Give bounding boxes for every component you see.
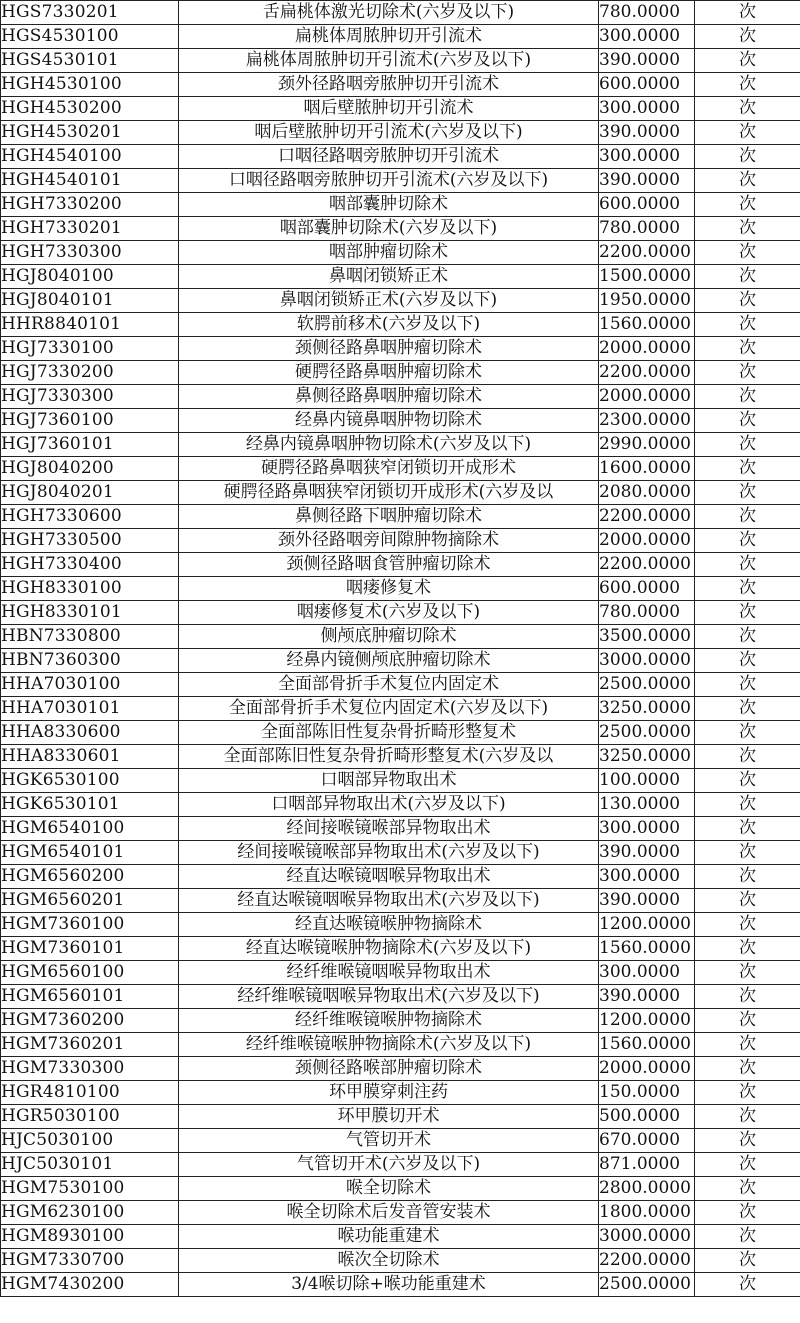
item-price-cell: 300.0000 xyxy=(599,817,695,841)
item-unit-cell: 次 xyxy=(695,1009,800,1033)
item-name-cell: 硬腭径路鼻咽肿瘤切除术 xyxy=(179,361,599,385)
item-price-cell: 871.0000 xyxy=(599,1153,695,1177)
item-name-cell: 侧颅底肿瘤切除术 xyxy=(179,625,599,649)
item-code-cell: HGH8330100 xyxy=(1,577,179,601)
item-name-cell: 舌扁桃体激光切除术(六岁及以下) xyxy=(179,1,599,25)
item-name-cell: 全面部骨折手术复位内固定术 xyxy=(179,673,599,697)
table-row xyxy=(1,121,800,145)
item-name-cell: 咽后壁脓肿切开引流术 xyxy=(179,97,599,121)
item-unit-cell: 次 xyxy=(695,961,800,985)
item-name-cell: 经直达喉镜咽喉异物取出术 xyxy=(179,865,599,889)
item-unit-cell: 次 xyxy=(695,193,800,217)
item-price-cell: 2500.0000 xyxy=(599,673,695,697)
table-row xyxy=(1,289,800,313)
item-price-cell: 2300.0000 xyxy=(599,409,695,433)
item-name-cell: 颈侧径路鼻咽肿瘤切除术 xyxy=(179,337,599,361)
item-code-cell: HGJ8040101 xyxy=(1,289,179,313)
table-row xyxy=(1,1177,800,1201)
item-unit-cell: 次 xyxy=(695,1225,800,1249)
item-unit-cell: 次 xyxy=(695,313,800,337)
item-name-cell: 环甲膜切开术 xyxy=(179,1105,599,1129)
item-unit-cell: 次 xyxy=(695,505,800,529)
item-name-cell: 咽瘘修复术 xyxy=(179,577,599,601)
item-name-cell: 咽瘘修复术(六岁及以下) xyxy=(179,601,599,625)
item-unit-cell: 次 xyxy=(695,121,800,145)
item-unit-cell: 次 xyxy=(695,865,800,889)
item-code-cell: HGM8930100 xyxy=(1,1225,179,1249)
item-price-cell: 2500.0000 xyxy=(599,721,695,745)
item-name-cell: 喉全切除术后发音管安装术 xyxy=(179,1201,599,1225)
item-price-cell: 600.0000 xyxy=(599,73,695,97)
table-row xyxy=(1,409,800,433)
item-price-cell: 1500.0000 xyxy=(599,265,695,289)
item-unit-cell: 次 xyxy=(695,169,800,193)
item-name-cell: 气管切开术 xyxy=(179,1129,599,1153)
item-unit-cell: 次 xyxy=(695,697,800,721)
item-unit-cell: 次 xyxy=(695,385,800,409)
item-unit-cell: 次 xyxy=(695,1129,800,1153)
item-unit-cell: 次 xyxy=(695,1153,800,1177)
item-code-cell: HGM6540100 xyxy=(1,817,179,841)
table-row xyxy=(1,697,800,721)
item-name-cell: 口咽径路咽旁脓肿切开引流术(六岁及以下) xyxy=(179,169,599,193)
item-price-cell: 2200.0000 xyxy=(599,505,695,529)
item-price-cell: 2000.0000 xyxy=(599,1057,695,1081)
table-row xyxy=(1,529,800,553)
item-unit-cell: 次 xyxy=(695,73,800,97)
item-code-cell: HGH4530100 xyxy=(1,73,179,97)
item-unit-cell: 次 xyxy=(695,241,800,265)
table-row xyxy=(1,505,800,529)
item-name-cell: 环甲膜穿刺注药 xyxy=(179,1081,599,1105)
item-name-cell: 咽部囊肿切除术 xyxy=(179,193,599,217)
item-unit-cell: 次 xyxy=(695,1273,800,1297)
table-row xyxy=(1,769,800,793)
item-unit-cell: 次 xyxy=(695,769,800,793)
item-price-cell: 300.0000 xyxy=(599,865,695,889)
item-price-cell: 390.0000 xyxy=(599,841,695,865)
table-row xyxy=(1,49,800,73)
item-code-cell: HGR4810100 xyxy=(1,1081,179,1105)
item-price-cell: 300.0000 xyxy=(599,97,695,121)
item-code-cell: HGM7430200 xyxy=(1,1273,179,1297)
item-code-cell: HGS4530100 xyxy=(1,25,179,49)
table-body xyxy=(1,1,800,1297)
item-unit-cell: 次 xyxy=(695,289,800,313)
item-price-cell: 1560.0000 xyxy=(599,1033,695,1057)
item-price-cell: 2200.0000 xyxy=(599,553,695,577)
item-price-cell: 2500.0000 xyxy=(599,1273,695,1297)
table-row xyxy=(1,649,800,673)
item-name-cell: 经纤维喉镜咽喉异物取出术 xyxy=(179,961,599,985)
item-code-cell: HGJ8040200 xyxy=(1,457,179,481)
item-code-cell: HGM6560201 xyxy=(1,889,179,913)
item-code-cell: HGJ7330300 xyxy=(1,385,179,409)
table-row xyxy=(1,961,800,985)
item-name-cell: 经鼻内镜鼻咽肿物切除术(六岁及以下) xyxy=(179,433,599,457)
item-unit-cell: 次 xyxy=(695,409,800,433)
item-price-cell: 2000.0000 xyxy=(599,337,695,361)
item-code-cell: HGH4530200 xyxy=(1,97,179,121)
table-row xyxy=(1,1081,800,1105)
item-price-cell: 1560.0000 xyxy=(599,937,695,961)
item-price-cell: 3000.0000 xyxy=(599,649,695,673)
item-code-cell: HGM7530100 xyxy=(1,1177,179,1201)
table-row xyxy=(1,721,800,745)
table-row xyxy=(1,1009,800,1033)
item-unit-cell: 次 xyxy=(695,913,800,937)
item-name-cell: 全面部陈旧性复杂骨折畸形整复术(六岁及以 xyxy=(179,745,599,769)
item-price-cell: 390.0000 xyxy=(599,985,695,1009)
item-code-cell: HGM6230100 xyxy=(1,1201,179,1225)
item-code-cell: HGM7360101 xyxy=(1,937,179,961)
item-code-cell: HGH7330400 xyxy=(1,553,179,577)
item-name-cell: 经间接喉镜喉部异物取出术 xyxy=(179,817,599,841)
item-code-cell: HGH4540101 xyxy=(1,169,179,193)
item-price-cell: 780.0000 xyxy=(599,1,695,25)
table-row xyxy=(1,97,800,121)
item-unit-cell: 次 xyxy=(695,889,800,913)
table-row xyxy=(1,1129,800,1153)
item-name-cell: 3/4喉切除+喉功能重建术 xyxy=(179,1273,599,1297)
item-price-cell: 1950.0000 xyxy=(599,289,695,313)
item-unit-cell: 次 xyxy=(695,145,800,169)
item-name-cell: 经纤维喉镜咽喉异物取出术(六岁及以下) xyxy=(179,985,599,1009)
item-name-cell: 经间接喉镜喉部异物取出术(六岁及以下) xyxy=(179,841,599,865)
item-price-cell: 300.0000 xyxy=(599,145,695,169)
item-price-cell: 1200.0000 xyxy=(599,913,695,937)
item-unit-cell: 次 xyxy=(695,625,800,649)
item-name-cell: 硬腭径路鼻咽狭窄闭锁切开成形术(六岁及以 xyxy=(179,481,599,505)
item-code-cell: HGM7330300 xyxy=(1,1057,179,1081)
item-code-cell: HGH8330101 xyxy=(1,601,179,625)
item-unit-cell: 次 xyxy=(695,457,800,481)
table-row xyxy=(1,1201,800,1225)
item-code-cell: HGR5030100 xyxy=(1,1105,179,1129)
item-unit-cell: 次 xyxy=(695,481,800,505)
item-unit-cell: 次 xyxy=(695,49,800,73)
item-unit-cell: 次 xyxy=(695,1081,800,1105)
item-price-cell: 2200.0000 xyxy=(599,361,695,385)
item-price-cell: 3000.0000 xyxy=(599,1225,695,1249)
item-name-cell: 经纤维喉镜喉肿物摘除术 xyxy=(179,1009,599,1033)
table-row xyxy=(1,793,800,817)
table-row xyxy=(1,457,800,481)
table-row xyxy=(1,265,800,289)
item-name-cell: 鼻咽闭锁矫正术(六岁及以下) xyxy=(179,289,599,313)
table-row xyxy=(1,745,800,769)
item-price-cell: 1600.0000 xyxy=(599,457,695,481)
item-unit-cell: 次 xyxy=(695,673,800,697)
table-row xyxy=(1,865,800,889)
item-name-cell: 咽部肿瘤切除术 xyxy=(179,241,599,265)
item-price-cell: 1560.0000 xyxy=(599,313,695,337)
item-unit-cell: 次 xyxy=(695,529,800,553)
item-price-cell: 3250.0000 xyxy=(599,745,695,769)
item-name-cell: 喉全切除术 xyxy=(179,1177,599,1201)
table-row xyxy=(1,481,800,505)
item-code-cell: HJC5030101 xyxy=(1,1153,179,1177)
table-row xyxy=(1,601,800,625)
table-row xyxy=(1,169,800,193)
table-row xyxy=(1,1033,800,1057)
item-price-cell: 3250.0000 xyxy=(599,697,695,721)
item-code-cell: HGJ7330200 xyxy=(1,361,179,385)
item-unit-cell: 次 xyxy=(695,721,800,745)
table-row xyxy=(1,25,800,49)
item-code-cell: HGH7330300 xyxy=(1,241,179,265)
table-row xyxy=(1,817,800,841)
table-row xyxy=(1,1225,800,1249)
item-name-cell: 经纤维喉镜喉肿物摘除术(六岁及以下) xyxy=(179,1033,599,1057)
item-unit-cell: 次 xyxy=(695,577,800,601)
table-row xyxy=(1,313,800,337)
item-name-cell: 全面部骨折手术复位内固定术(六岁及以下) xyxy=(179,697,599,721)
table-row xyxy=(1,433,800,457)
table-row xyxy=(1,73,800,97)
item-unit-cell: 次 xyxy=(695,601,800,625)
item-name-cell: 全面部陈旧性复杂骨折畸形整复术 xyxy=(179,721,599,745)
item-name-cell: 颈外径路咽旁脓肿切开引流术 xyxy=(179,73,599,97)
item-price-cell: 390.0000 xyxy=(599,49,695,73)
item-name-cell: 硬腭径路鼻咽狭窄闭锁切开成形术 xyxy=(179,457,599,481)
table-row xyxy=(1,937,800,961)
item-unit-cell: 次 xyxy=(695,337,800,361)
item-name-cell: 鼻侧径路鼻咽肿瘤切除术 xyxy=(179,385,599,409)
item-price-cell: 2080.0000 xyxy=(599,481,695,505)
item-price-cell: 100.0000 xyxy=(599,769,695,793)
item-code-cell: HHA8330600 xyxy=(1,721,179,745)
table-row xyxy=(1,1273,800,1297)
item-name-cell: 气管切开术(六岁及以下) xyxy=(179,1153,599,1177)
item-code-cell: HBN7330800 xyxy=(1,625,179,649)
item-code-cell: HGM6540101 xyxy=(1,841,179,865)
item-code-cell: HGH4530201 xyxy=(1,121,179,145)
item-unit-cell: 次 xyxy=(695,553,800,577)
item-price-cell: 500.0000 xyxy=(599,1105,695,1129)
item-unit-cell: 次 xyxy=(695,937,800,961)
item-price-cell: 780.0000 xyxy=(599,217,695,241)
table-row xyxy=(1,889,800,913)
item-code-cell: HGJ7360101 xyxy=(1,433,179,457)
item-code-cell: HGM6560101 xyxy=(1,985,179,1009)
item-code-cell: HGM7330700 xyxy=(1,1249,179,1273)
item-unit-cell: 次 xyxy=(695,793,800,817)
item-code-cell: HGS4530101 xyxy=(1,49,179,73)
item-name-cell: 口咽部异物取出术 xyxy=(179,769,599,793)
item-price-cell: 2990.0000 xyxy=(599,433,695,457)
item-name-cell: 颈侧径路喉部肿瘤切除术 xyxy=(179,1057,599,1081)
item-unit-cell: 次 xyxy=(695,1249,800,1273)
item-name-cell: 鼻侧径路下咽肿瘤切除术 xyxy=(179,505,599,529)
item-name-cell: 经直达喉镜喉肿物摘除术(六岁及以下) xyxy=(179,937,599,961)
item-price-cell: 670.0000 xyxy=(599,1129,695,1153)
item-name-cell: 鼻咽闭锁矫正术 xyxy=(179,265,599,289)
table-row xyxy=(1,625,800,649)
item-unit-cell: 次 xyxy=(695,649,800,673)
item-name-cell: 经鼻内镜侧颅底肿瘤切除术 xyxy=(179,649,599,673)
item-unit-cell: 次 xyxy=(695,1057,800,1081)
item-unit-cell: 次 xyxy=(695,361,800,385)
item-unit-cell: 次 xyxy=(695,1105,800,1129)
item-code-cell: HGH7330200 xyxy=(1,193,179,217)
table-row xyxy=(1,1105,800,1129)
item-price-cell: 600.0000 xyxy=(599,193,695,217)
table-row xyxy=(1,193,800,217)
table-row xyxy=(1,577,800,601)
table-row xyxy=(1,1249,800,1273)
item-code-cell: HGM7360201 xyxy=(1,1033,179,1057)
item-code-cell: HGJ8040100 xyxy=(1,265,179,289)
item-unit-cell: 次 xyxy=(695,217,800,241)
table-row xyxy=(1,241,800,265)
item-price-cell: 2000.0000 xyxy=(599,529,695,553)
item-price-cell: 150.0000 xyxy=(599,1081,695,1105)
item-name-cell: 颈侧径路咽食管肿瘤切除术 xyxy=(179,553,599,577)
item-code-cell: HGJ7330100 xyxy=(1,337,179,361)
item-price-cell: 300.0000 xyxy=(599,25,695,49)
table-row xyxy=(1,385,800,409)
item-unit-cell: 次 xyxy=(695,1201,800,1225)
item-unit-cell: 次 xyxy=(695,97,800,121)
item-code-cell: HGH7330600 xyxy=(1,505,179,529)
table-row xyxy=(1,145,800,169)
item-code-cell: HHA7030101 xyxy=(1,697,179,721)
item-price-cell: 2200.0000 xyxy=(599,241,695,265)
item-name-cell: 喉次全切除术 xyxy=(179,1249,599,1273)
item-price-cell: 3500.0000 xyxy=(599,625,695,649)
item-code-cell: HHR8840101 xyxy=(1,313,179,337)
table-row xyxy=(1,673,800,697)
table-row xyxy=(1,361,800,385)
item-price-cell: 390.0000 xyxy=(599,169,695,193)
item-name-cell: 经鼻内镜鼻咽肿物切除术 xyxy=(179,409,599,433)
item-name-cell: 咽后壁脓肿切开引流术(六岁及以下) xyxy=(179,121,599,145)
item-code-cell: HHA7030100 xyxy=(1,673,179,697)
item-code-cell: HGK6530100 xyxy=(1,769,179,793)
item-name-cell: 经直达喉镜喉肿物摘除术 xyxy=(179,913,599,937)
item-code-cell: HGJ8040201 xyxy=(1,481,179,505)
item-unit-cell: 次 xyxy=(695,745,800,769)
item-price-cell: 2000.0000 xyxy=(599,385,695,409)
item-code-cell: HGS7330201 xyxy=(1,1,179,25)
item-unit-cell: 次 xyxy=(695,433,800,457)
item-code-cell: HGM7360200 xyxy=(1,1009,179,1033)
table-row xyxy=(1,841,800,865)
table-row xyxy=(1,1153,800,1177)
item-unit-cell: 次 xyxy=(695,1177,800,1201)
item-name-cell: 咽部囊肿切除术(六岁及以下) xyxy=(179,217,599,241)
item-code-cell: HGJ7360100 xyxy=(1,409,179,433)
item-unit-cell: 次 xyxy=(695,25,800,49)
item-price-cell: 780.0000 xyxy=(599,601,695,625)
item-price-cell: 130.0000 xyxy=(599,793,695,817)
item-name-cell: 喉功能重建术 xyxy=(179,1225,599,1249)
item-name-cell: 口咽部异物取出术(六岁及以下) xyxy=(179,793,599,817)
item-price-cell: 1800.0000 xyxy=(599,1201,695,1225)
item-unit-cell: 次 xyxy=(695,817,800,841)
item-code-cell: HGM7360100 xyxy=(1,913,179,937)
item-name-cell: 扁桃体周脓肿切开引流术(六岁及以下) xyxy=(179,49,599,73)
item-code-cell: HHA8330601 xyxy=(1,745,179,769)
item-code-cell: HGH7330500 xyxy=(1,529,179,553)
item-name-cell: 软腭前移术(六岁及以下) xyxy=(179,313,599,337)
item-name-cell: 经直达喉镜咽喉异物取出术(六岁及以下) xyxy=(179,889,599,913)
item-code-cell: HGM6560100 xyxy=(1,961,179,985)
item-price-cell: 1200.0000 xyxy=(599,1009,695,1033)
table-row xyxy=(1,1,800,25)
item-code-cell: HGK6530101 xyxy=(1,793,179,817)
item-unit-cell: 次 xyxy=(695,265,800,289)
item-price-cell: 390.0000 xyxy=(599,889,695,913)
table-row xyxy=(1,1057,800,1081)
item-code-cell: HGH7330201 xyxy=(1,217,179,241)
item-code-cell: HGM6560200 xyxy=(1,865,179,889)
item-name-cell: 扁桃体周脓肿切开引流术 xyxy=(179,25,599,49)
table-row xyxy=(1,217,800,241)
item-code-cell: HJC5030100 xyxy=(1,1129,179,1153)
table-row xyxy=(1,337,800,361)
table-row xyxy=(1,985,800,1009)
item-code-cell: HBN7360300 xyxy=(1,649,179,673)
item-price-cell: 2200.0000 xyxy=(599,1249,695,1273)
item-name-cell: 颈外径路咽旁间隙肿物摘除术 xyxy=(179,529,599,553)
table-row xyxy=(1,553,800,577)
item-unit-cell: 次 xyxy=(695,985,800,1009)
item-price-cell: 390.0000 xyxy=(599,121,695,145)
item-price-cell: 600.0000 xyxy=(599,577,695,601)
item-price-cell: 300.0000 xyxy=(599,961,695,985)
item-code-cell: HGH4540100 xyxy=(1,145,179,169)
item-unit-cell: 次 xyxy=(695,1033,800,1057)
item-price-cell: 2800.0000 xyxy=(599,1177,695,1201)
item-name-cell: 口咽径路咽旁脓肿切开引流术 xyxy=(179,145,599,169)
table-row xyxy=(1,913,800,937)
item-unit-cell: 次 xyxy=(695,1,800,25)
item-unit-cell: 次 xyxy=(695,841,800,865)
